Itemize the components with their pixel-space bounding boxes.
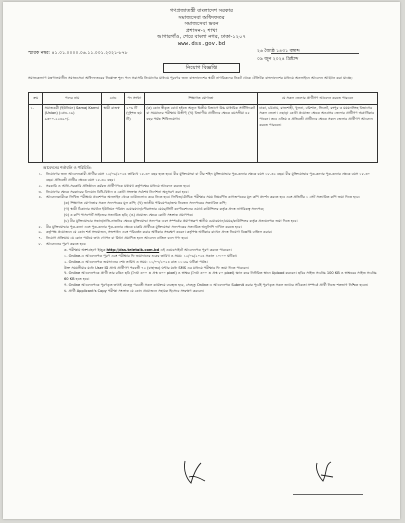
list-item-number bbox=[46, 289, 64, 295]
list-item-text-part: গ. Online আবেদনপত্রে পূরণকৃত তথ্যই যেহেতু পরবর্তী সকল কার্যক্রমে ব্যবহৃত হবে, সেহেতু Online এ আবেদনপত্র Submit করার পূর্বেই পূরণকৃত সকল তথ্যের সঠিকতা সম্পর্কে প্রার্থী নিজে শতভাগ নিশ্চিত হবেন। bbox=[64, 283, 369, 288]
list-item-text-part: আবেদনকারীকে লিখিত পরীক্ষায় প্রবেশপত্র অনলাইন থেকে ডাউনলোড করে নিতে হবে। লিখিত/মৌখিক পরীক্ষার সময় নিম্নবর্ণিত কাগজপত্রের মূল কপি প্রদর্শন করতে হবে এবং প্রতিটির ১ সেট সত্যায়িত কপি জমা দিতে হবে: bbox=[46, 195, 360, 200]
intro-paragraph: সমাজকল্যাণ মন্ত্রণালয়াধীন সমাজসেবা অধিদফতরের নিম্নোক্ত শূন্য পদে সরাসরি নিয়োগের মাধ্যমে পূরণের জন্য বাংলাদেশের স্থায়ী নাগরিকদের নিকট থেকে টেলিটক বাংলাদেশের মাধ্যমে অনলাইনে আবেদন আহ্বান করা যাচ্ছে: bbox=[28, 76, 353, 80]
cell-class: স্থায়ী রাজস্ব bbox=[102, 105, 125, 163]
cell-post-name: সমাজকর্মী (ইউনিয়ন) Samaj Karmi (Union) (গ্রেড-১৬) ৯৩০০-২২৪৯০/- bbox=[43, 105, 102, 163]
col-post-name: পদের নাম bbox=[43, 93, 102, 105]
list-item-number: ৫. bbox=[38, 224, 42, 229]
post-table-header bbox=[29, 93, 378, 105]
list-item-number bbox=[46, 271, 64, 283]
list-item-text-part: নিয়োগের ক্ষেত্রে সরকারের বিদ্যমান বিধি-বিধান ও কোটা সংক্রান্ত সর্বশেষ নির্দেশনা অনুসরণ করা হবে। bbox=[46, 189, 189, 194]
list-item-text bbox=[64, 289, 378, 295]
col-serial: ক্রম bbox=[29, 93, 43, 105]
table-row bbox=[29, 105, 378, 163]
list-item-text-part: ২. Online-এ আবেদনপত্র জমাদানের শেষ তারিখ ও সময়: ১১/০৭/২০২৪ রাত ১১:৫৯ ঘটিকা পর্যন্ত। bbox=[64, 259, 208, 264]
document-page bbox=[3, 2, 400, 519]
list-item-text-part: উক্ত সময়সীমার মধ্যে User ID প্রাপ্ত প্রার্থীগণ পরবর্তী ৭২ (বাহাত্তর) ঘন্টার মধ্যে SMS এর মাধ্যমে পরীক্ষার ফি জমা দিতে পারবেন। bbox=[64, 265, 249, 270]
date-english: ০৯ জুন ২০২৪ খ্রিষ্টাব্দ bbox=[257, 57, 299, 62]
cell-qualification: (ক) কোন স্বীকৃত বোর্ড হইতে অন্যূন দ্বিতীয় বিভাগে উচ্চ মাধ্যমিক সার্টিফিকেট বা সমমানের পরীক্ষায় উত্তীর্ণ; (খ) বিভাগীয় প্রার্থীদের ক্ষেত্রে বয়সসীমা ৪৫ বছর পর্যন্ত শিথিলযোগ্য। bbox=[145, 105, 258, 163]
list-item-number: ৩. bbox=[38, 189, 42, 194]
list-item-text-part: এই ওয়েবসাইটে আবেদনপত্র পূরণ করতে পারবেন। bbox=[159, 247, 232, 252]
cell-count: ২০৬ টি (দুইশত ছয় টি) bbox=[124, 105, 144, 163]
list-item bbox=[28, 172, 378, 184]
list-item-text-part: খ. Online আবেদনপত্রে প্রার্থী তার রঙিন ছবি (দৈর্ঘ্য ৩০০ × প্রস্থ ৩০০ pixel) ও স্বাক্ষর (দৈর্ঘ্য ৩০০ × প্রস্থ ৮০ pixel) স্ক্যান করে নির্ধারিত স্থানে Upload করবেন। ছবির সাইজ সর্বোচ্চ 100 KB ও স্বাক্ষরের সাইজ সর্বোচ্চ 60 KB হতে হবে। bbox=[64, 271, 377, 282]
header-website[interactable]: www.dss.gov.bd bbox=[177, 40, 226, 47]
list-item-text-part: বীর মুক্তিযোদ্ধার পুত্র-কন্যা এবং পুত্র-কন্যার পুত্র-কন্যার ক্ষেত্রে চাকরি প্রার্থীকে মুক্তিযোদ্ধা সনদপত্রের সত্যায়িত অনুলিপি দাখিল করতে হবে। bbox=[46, 224, 242, 229]
date-divider bbox=[271, 53, 359, 54]
col-post-count: পদ সংখ্যা bbox=[124, 93, 144, 105]
notice-title: নিয়োগ বিজ্ঞপ্তি bbox=[163, 63, 240, 73]
list-item-number: ৪. bbox=[38, 195, 42, 200]
header-building: সমাজসেবা ভবন bbox=[184, 21, 219, 27]
list-item-number: ৭. bbox=[38, 236, 42, 241]
list-item-text-part: ক. পরীক্ষায় অংশগ্রহণে ইচ্ছুক bbox=[64, 247, 106, 252]
list-item-text bbox=[64, 271, 378, 283]
list-item bbox=[28, 271, 378, 283]
list-item-text-part: ১. Online-এ আবেদনপত্র পূরণ এবং পরীক্ষার ফি জমাদানের শুরুর তারিখ ও সময়: ১২/০৬/২০২৪ সকাল ১০:০০ ঘটিকা। bbox=[64, 253, 238, 258]
list-item-text-part: (গ) স্থায়ী ঠিকানার সমর্থনে ইউনিয়ন পরিষদ চেয়ারম্যান/পৌরসভার মেয়র/সিটি কর্পোরেশনের ওয়ার্ড কাউন্সিলর কর্তৃক প্রদত্ত নাগরিকত্ব সনদপত্র; bbox=[64, 207, 265, 212]
header-branch: প্রশাসন-২ শাখা bbox=[185, 27, 218, 34]
list-item-text-part: (ঘ) ৩ কপি পাসপোর্ট সাইজের সত্যায়িত ছবি; (ঙ) প্রযোজ্য ক্ষেত্রে কোটা সংক্রান্ত প্রমাণপত্র। bbox=[64, 212, 194, 217]
list-item-number: ৮. bbox=[38, 242, 42, 247]
col-districts: যে সকল জেলার প্রার্থীগণ আবেদন করতে পারবেন bbox=[257, 93, 377, 105]
header-address: আগারগাঁও, শেরে বাংলা নগর, ঢাকা-১২০৭ bbox=[157, 34, 246, 40]
signature-mark-left bbox=[179, 457, 209, 487]
list-item-text-part: আবেদনের পূরণ করতে হবে: bbox=[46, 242, 87, 247]
conditions-list bbox=[28, 172, 378, 295]
cell-serial: ১. bbox=[29, 105, 43, 163]
list-item-text-part: নিয়োগের জন্য আবেদনকারী প্রার্থীর বয়স ১২/০৬/২০২৪ তারিখে ১৮-৩০ বছর হতে হবে। বীর মুক্তিযোদ্ধা বা বীর শহিদ মুক্তিযোদ্ধার পুত্র-কন্যার ক্ষেত্রে বয়স ১৮-৩২ বছর। বীর মুক্তিযোদ্ধার পুত্র-কন্যার পুত্র-কন্যার ক্ষেত্রে বয়স ১৮-৩০ বছর। প্রতিবন্ধী প্রার্থীর ক্ষেত্রে বয়স ১৮-৩২ বছর। bbox=[46, 172, 370, 182]
col-grade: গ্রেড bbox=[102, 93, 125, 105]
list-item-text-part: (চ) বীর মুক্তিযোদ্ধার সন্তান/নাতি-নাতনির ক্ষেত্রে মুক্তিযোদ্ধা সনদপত্র এবং সম্পর্কের প্রমাণস্বরূপ স্থানীয় চেয়ারম্যান/মেয়র/কাউন্সিলর কর্তৃক প্রত্যয়নপত্র জমা দিতে হবে। bbox=[64, 218, 298, 223]
post-table bbox=[28, 92, 378, 163]
signature-line bbox=[293, 494, 363, 495]
conditions-heading: আবেদনের শর্তাবলি ও পরিচিতি: bbox=[43, 165, 92, 170]
list-item-text-part: কর্তৃপক্ষ প্রয়োজনে যে কোন শর্ত সংযোজন, সংশোধন এবং পরিবর্তন করার অধিকার সংরক্ষণ করেন। কর্তৃপক্ষ অধিকার রাখেন প্রদত্ত নিয়োগ বিজ্ঞপ্তি বাতিল করার। bbox=[46, 230, 272, 235]
list-item-number: ২. bbox=[38, 183, 42, 188]
cell-districts: ঢাকা, চট্টগ্রাম, রাজশাহী, খুলনা, বরিশাল, সিলেট, রংপুর ও ময়মনসিংহ বিভাগের সকল জেলা। এছাড়া কোটা প্রযোজ্য ক্ষেত্রে অনগ্রসর জেলার প্রার্থীগণ অগ্রাধিকার পাবেন। তবে এতিম ও প্রতিবন্ধী প্রার্থীদের ক্ষেত্রে সকল জেলার প্রার্থীগণ আবেদন করতে পারবেন। bbox=[257, 105, 377, 163]
signature-mark-right bbox=[309, 457, 339, 487]
list-item-text-part: নিয়োগ প্রক্রিয়ায় যে কোন পর্যায়ে তথ্য গোপন বা মিথ্যা প্রমাণিত হলে আবেদন বাতিল বলে গণ্য হবে। bbox=[46, 236, 189, 241]
date-bangla: ২৬ জ্যৈষ্ঠ ১৪৩১ বঙ্গাব্দ bbox=[257, 49, 300, 54]
list-item-text-part: (ক) শিক্ষাগত যোগ্যতার সকল সনদপত্রের মূল কপি; (খ) জাতীয় পরিচয়পত্র/জন্ম নিবন্ধন সনদপত্রের সত্যায়িত কপি; bbox=[64, 201, 227, 206]
memo-number: স্মারক নম্বর: ৪১.০১.০০০০.০৬.১১.০০১.২০২১-৮৭৮ bbox=[28, 51, 128, 56]
application-link[interactable]: http://dss.teletalk.com.bd bbox=[106, 247, 160, 252]
list-item-text-part: সরকারি ও আধা-সরকারি প্রতিষ্ঠানে কর্মরত প্রার্থীগণকে যথাযথ কর্তৃপক্ষের মাধ্যমে আবেদন করতে হবে। bbox=[46, 183, 190, 188]
list-item-text bbox=[46, 172, 378, 184]
list-item-number: ১. bbox=[38, 172, 42, 176]
list-item-text-part: ঘ. প্রার্থী Applicant's Copy পরীক্ষা সংক্রান্ত যে কোন প্রয়োজনে সহায়ক হিসেবে সংরক্ষণ করবেন। bbox=[64, 288, 205, 293]
col-qualification: শিক্ষাগত যোগ্যতা bbox=[145, 93, 258, 105]
header-government: গণপ্রজাতন্ত্রী বাংলাদেশ সরকার bbox=[170, 8, 233, 14]
list-item-number: ৬. bbox=[38, 230, 42, 235]
header-department: সমাজসেবা অধিদফতর bbox=[178, 14, 225, 21]
list-item bbox=[28, 289, 378, 295]
